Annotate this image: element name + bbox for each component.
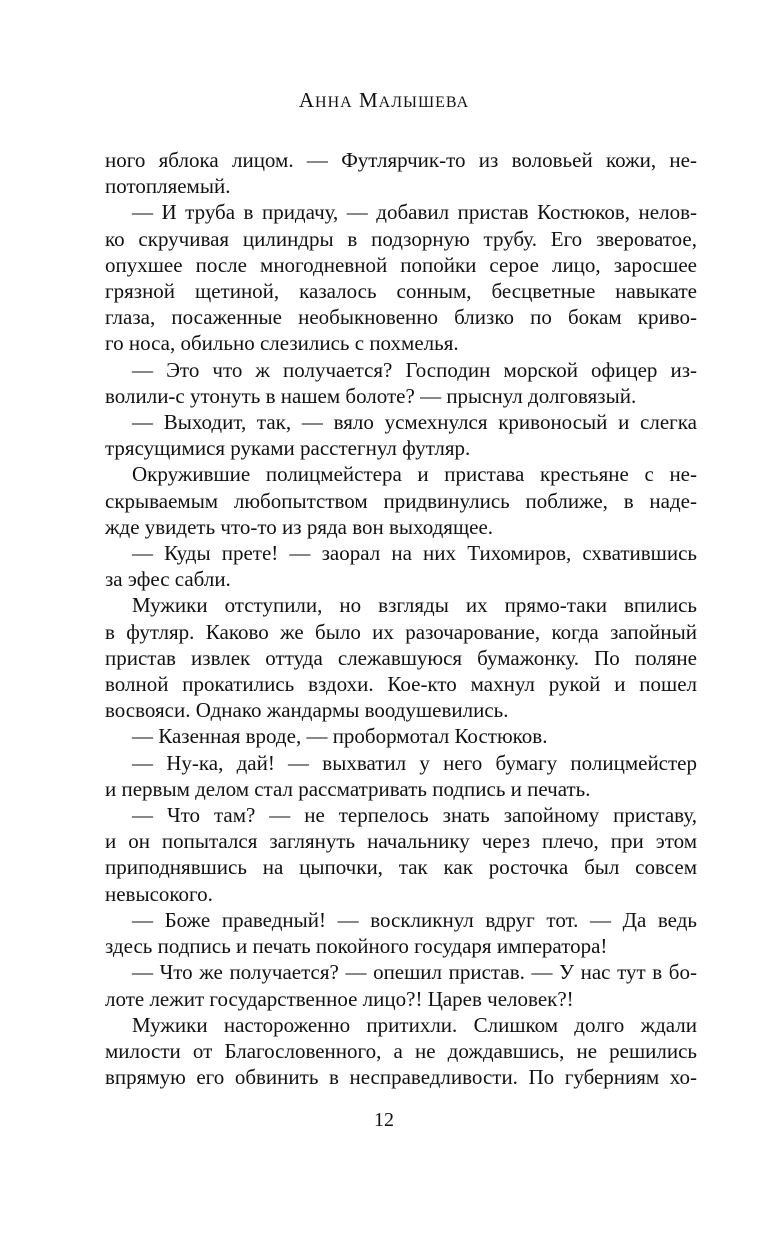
text-line: волили-с утонуть в нашем болоте? — прыснул долговязый. (105, 383, 637, 408)
running-head-author (0, 88, 768, 113)
text-line: и первым делом стал рассматривать подпись и печать. (105, 776, 591, 801)
text-line: жде увидеть что-то из ряда вон выходящее. (105, 514, 494, 539)
text-line: — Боже праведный! — воскликнул вдруг тот. — Да ведь (132, 907, 697, 932)
text-line: в футляр. Каково же было их разочарование, когда запойный (105, 619, 697, 644)
text-line: трясущимися руками расстегнул футляр. (105, 436, 471, 461)
text-line: приподнявшись на цыпочки, так как росточка был совсем (105, 855, 697, 880)
page-number: 12 (374, 1109, 394, 1131)
body-text (105, 147, 697, 1090)
text-line: ко скручивая цилиндры в подзорную трубу. Его звероватое, (105, 226, 697, 251)
text-line: восвояси. Однако жандармы воодушевились. (105, 698, 509, 723)
author-first-rest: ННА (315, 94, 353, 111)
text-line: Мужики отступили, но взгляды их прямо-таки впились (132, 593, 697, 618)
text-line: потопляемый. (105, 174, 231, 199)
text-line: — Что же получается? — опешил пристав. — У нас тут в бо- (132, 960, 697, 985)
text-line: волной прокатились вздохи. Кое-кто махнул рукой и пошел (105, 672, 697, 697)
author-last-rest: АЛЫШЕВА (378, 94, 470, 111)
text-line: лоте лежит государственное лицо?! Царев человек?! (105, 986, 574, 1011)
text-line: и он попытался заглянуть начальнику через плечо, при этом (105, 829, 697, 854)
text-line: — Казенная вроде, — пробормотал Костюков. (132, 724, 548, 749)
text-line: невысокого. (105, 881, 213, 906)
text-line: за эфес сабли. (105, 567, 231, 592)
text-line: здесь подпись и печать покойного государя императора! (105, 934, 608, 959)
text-line: ного яблока лицом. — Футлярчик-то из воловьей кожи, не- (105, 148, 697, 172)
author-first-initial: А (298, 88, 316, 112)
text-line: — Что там? — не терпелось знать запойному приставу, (132, 803, 697, 828)
author-last-initial: М (358, 88, 379, 112)
text-line: опухшее после многодневной попойки серое лицо, заросшее (105, 252, 697, 277)
text-line: Окружившие полицмейстера и пристава крестьяне с не- (132, 462, 697, 487)
text-line: — Куды прете! — заорал на них Тихомиров, схватившись (132, 541, 697, 566)
text-line: — Это что ж получается? Господин морской офицер из- (132, 357, 697, 382)
text-line: глаза, посаженные необыкновенно близко по бокам криво- (105, 305, 697, 330)
text-line: впрямую его обвинить в несправедливости. По губерниям хо- (105, 1065, 697, 1090)
text-line: — Ну-ка, дай! — выхватил у него бумагу полицмейстер (132, 750, 697, 775)
text-line: грязной щетиной, казалось сонным, бесцветные навыкате (105, 279, 697, 304)
text-line: — Выходит, так, — вяло усмехнулся кривоносый и слегка (132, 410, 697, 435)
text-line: скрываемым любопытством придвинулись поближе, в наде- (105, 488, 697, 513)
text-line: пристав извлек оттуда слежавшуюся бумажонку. По поляне (105, 645, 697, 670)
text-line: милости от Благословенного, а не дождавшись, не решились (105, 1038, 697, 1063)
text-line: го носа, обильно слезились с похмелья. (105, 331, 459, 356)
text-line: Мужики настороженно притихли. Слишком долго ждали (132, 1012, 697, 1037)
text-line: — И труба в придачу, — добавил пристав Костюков, нелов- (132, 200, 697, 225)
